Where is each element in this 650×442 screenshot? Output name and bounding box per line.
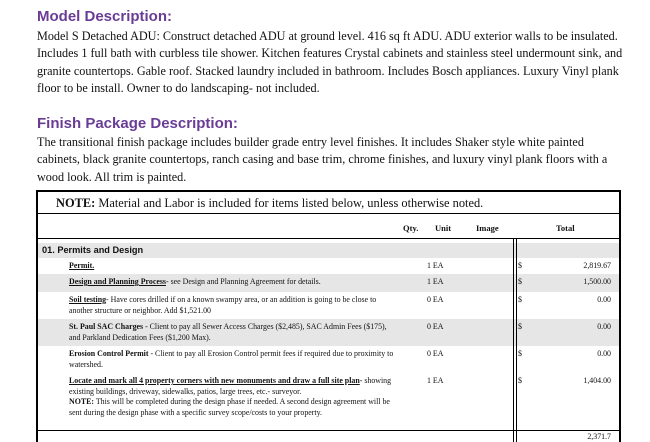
header-image: Image bbox=[476, 223, 499, 233]
row-qty: 0 EA bbox=[427, 322, 444, 331]
row-total: 0.00 bbox=[597, 322, 611, 331]
model-description-heading: Model Description: bbox=[37, 8, 173, 25]
row-qty: 1 EA bbox=[427, 277, 444, 286]
header-divider bbox=[38, 238, 619, 239]
row-description: Soil testing- Have cores drilled if on a known swampy area, or an addition is going to be close to another structure or neighbor. Add $1,521.00 bbox=[69, 295, 377, 315]
row-currency: $ bbox=[518, 277, 522, 286]
row-currency: $ bbox=[518, 295, 522, 304]
row-currency: $ bbox=[518, 349, 522, 358]
row-total: 2,371.7 bbox=[587, 432, 611, 441]
column-divider bbox=[516, 238, 517, 442]
header-qty: Qty. bbox=[403, 223, 419, 233]
row-description: Locate and mark all 4 property corners with new monuments and draw a full site plan- showing existing buildings, driveway, sidewalks, patios, large trees, etc.- surveyor. NOTE: This will be completed during the design phase if needed. A second design agreement will be sent during the design phase with a specific survey scope/costs to your property. bbox=[69, 376, 392, 417]
section-permits-design: 01. Permits and Design bbox=[38, 243, 619, 258]
row-divider bbox=[38, 430, 619, 431]
row-description: Design and Planning Process- see Design and Planning Agreement for details. bbox=[69, 277, 321, 286]
model-description-text: Model S Detached ADU: Construct detached ADU at ground level. 416 sq ft ADU. ADU exterior walls to be insulated. Includes 1 full bath with curbless tile shower. Kitchen features Crystal cabinets and stainless steel undermount sink, and granite countertops. Gable roof. Stacked laundry included in bathroom. Includes Bosch appliances. Luxury Vinyl plank floor to be install. Owner to do landscaping- not included. bbox=[37, 29, 623, 95]
column-divider bbox=[513, 238, 514, 442]
row-total: 1,500.00 bbox=[583, 277, 611, 286]
row-total: 0.00 bbox=[597, 349, 611, 358]
note-divider bbox=[38, 213, 619, 214]
row-qty: 1 EA bbox=[427, 376, 444, 385]
table-row bbox=[38, 376, 619, 424]
row-currency: $ bbox=[518, 261, 522, 270]
table-note: NOTE: Material and Labor is included for items listed below, unless otherwise noted. bbox=[56, 196, 484, 210]
row-currency: $ bbox=[518, 376, 522, 385]
row-total: 2,819.67 bbox=[583, 261, 611, 270]
finish-package-text: The transitional finish package includes builder grade entry level finishes. It includes Shaker style white painted cabinets, black granite countertops, ranch casing and base trim, chrome finishes, and luxury vinyl plank floors with a wood look. All trim is painted. bbox=[37, 135, 608, 184]
table-row bbox=[38, 295, 619, 319]
row-total: 0.00 bbox=[597, 295, 611, 304]
row-qty: 0 EA bbox=[427, 295, 444, 304]
row-qty: 1 EA bbox=[427, 261, 444, 270]
row-qty: 0 EA bbox=[427, 349, 444, 358]
header-unit: Unit bbox=[435, 223, 452, 233]
table-row bbox=[38, 432, 619, 442]
table-row bbox=[38, 261, 619, 272]
table-row bbox=[38, 274, 619, 292]
row-description: Permit. bbox=[69, 261, 95, 270]
row-description: St. Paul SAC Charges - Client to pay all Sewer Access Charges ($2,485), SAC Admin Fees ($175), and Parkland Dedication Fees ($1,200 Max). bbox=[69, 322, 387, 342]
table-row bbox=[38, 319, 619, 346]
row-currency: $ bbox=[518, 322, 522, 331]
header-total: Total bbox=[556, 223, 575, 233]
estimate-table bbox=[36, 190, 621, 442]
row-description: Erosion Control Permit - Client to pay all Erosion Control permit fees if required due to proximity to watershed. bbox=[69, 349, 394, 369]
table-row bbox=[38, 349, 619, 373]
row-total: 1,404.00 bbox=[583, 376, 611, 385]
finish-package-heading: Finish Package Description: bbox=[37, 115, 238, 132]
